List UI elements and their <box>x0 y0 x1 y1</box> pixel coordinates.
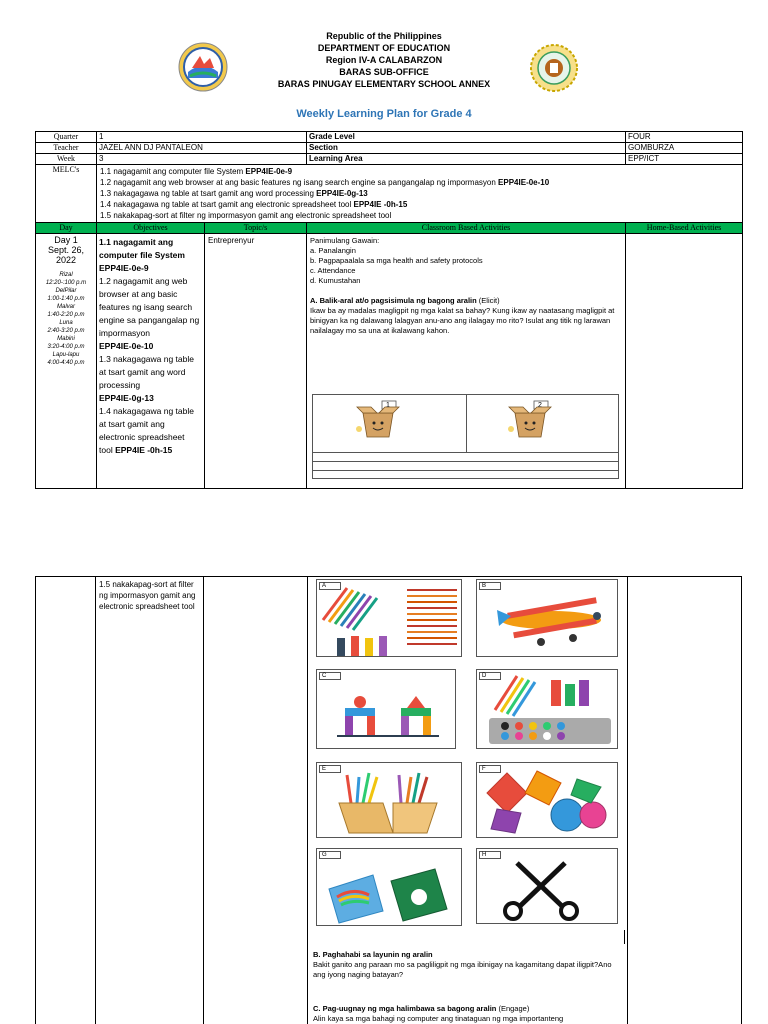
page2-col-line <box>627 576 628 1024</box>
teacher-label: Teacher <box>36 143 97 154</box>
intro-item: b. Pagpapaalala sa mga health and safety protocols <box>310 256 483 265</box>
picture-f <box>476 762 618 838</box>
header-line-5: BARAS PINUGAY ELEMENTARY SCHOOL ANNEX <box>277 79 491 89</box>
section-c <box>313 1004 625 1024</box>
week-label: Week <box>36 154 97 165</box>
day-label: Day 1 <box>54 235 78 245</box>
section-value: GOMBURZA <box>626 143 743 154</box>
schedule-item: 12:20-:100 p.m <box>45 280 87 286</box>
picture-g-tag: G <box>319 851 341 859</box>
col-home: Home-Based Activities <box>626 223 743 234</box>
plan-title: Weekly Learning Plan for Grade 4 <box>296 108 472 120</box>
melc-list <box>97 165 743 223</box>
intro-item: d. Kumustahan <box>310 276 361 285</box>
quarter-label: Quarter <box>36 132 97 143</box>
melc-item: 1.2 nagagamit ang web browser at ang basic features ng isang search engine sa pangangalap ng impormasyon EPP4IE-0e-10 <box>100 178 550 187</box>
weekly-plan-table <box>35 131 743 489</box>
schedule-item: 4:00-4:40 p.m <box>47 360 85 366</box>
col-objectives: Objectives <box>97 223 205 234</box>
objective-2: 1.2 nagagamit ang web browser at ang basic features ng isang search engine sa pangangalap ng impormasyon <box>99 276 200 338</box>
answer-divider <box>466 395 467 452</box>
picture-d <box>476 669 618 749</box>
intro-label: Panimulang Gawain: <box>310 236 380 245</box>
col-topics: Topic/s <box>205 223 307 234</box>
section-b <box>313 950 623 980</box>
objective-3-code: EPP4IE-0g-13 <box>99 393 154 403</box>
area-label: Learning Area <box>307 154 626 165</box>
picture-h-tag: H <box>479 851 501 859</box>
schedule-item: Lapu-lapu <box>52 352 80 358</box>
grade-value: FOUR <box>626 132 743 143</box>
quarter-value: 1 <box>97 132 307 143</box>
intro-item: c. Attendance <box>310 266 356 275</box>
teacher-value: JAZEL ANN DJ PANTALEON <box>97 143 307 154</box>
header-line-4: BARAS SUB-OFFICE <box>339 67 429 77</box>
picture-c <box>316 669 456 749</box>
header-line-3: Region IV-A CALABARZON <box>325 55 443 65</box>
picture-h <box>476 848 618 924</box>
objectives-cell <box>97 234 205 489</box>
box-1 <box>353 399 403 441</box>
activities-cell <box>307 234 626 489</box>
pictures-frame-right-line <box>624 930 625 944</box>
picture-f-tag: F <box>479 765 501 773</box>
topic-cell <box>205 234 307 489</box>
picture-e <box>316 762 462 838</box>
melc-item: 1.5 nakakapag-sort at filter ng impormasyon gamit ang electronic spreadsheet tool <box>100 211 392 220</box>
box-1-number: 1 <box>386 402 390 409</box>
answer-line <box>313 452 618 453</box>
header-line-2: DEPARTMENT OF EDUCATION <box>317 43 451 53</box>
schedule-item: Luna <box>59 320 73 326</box>
week-value: 3 <box>97 154 307 165</box>
day-date: Sept. 26, <box>47 245 85 255</box>
section-b-title: B. Paghahabi sa layunin ng aralin <box>313 950 433 959</box>
intro-item: a. Panalangin <box>310 246 356 255</box>
objective-4: 1.4 nakagagawa ng table at tsart gamit ang electronic spreadsheet <box>99 406 194 442</box>
sorting-boxes-table <box>312 394 619 479</box>
picture-g <box>316 848 462 926</box>
schedule-item: DelPilar <box>55 288 77 294</box>
picture-a-tag: A <box>319 582 341 590</box>
picture-b <box>476 579 618 657</box>
schedule-item: 3:20-4:00 p.m <box>47 344 85 350</box>
section-c-title: C. Pag-uugnay ng mga halimbawa sa bagong aralin (Engage) <box>313 1004 530 1013</box>
section-b-text: Bakit ganito ang paraan mo sa pagliligpit ng mga ibinigay na kagamitang dapat iligpit?Ano ang iyong naging batayan? <box>313 960 612 979</box>
activity-a-text: Ikaw ba ay madalas magligpit ng mga kalat sa bahay? Kung ikaw ay naatasang magligpit at binigyan ka ng dalawang lalagyan anu-ano ang ilalagay mo rito? Isulat ang titik ng larawan nailalagay mo sa una at ikalawang kahon. <box>310 306 615 335</box>
answer-line <box>313 470 618 471</box>
schedule-item: Mabini <box>57 336 75 342</box>
section-label: Section <box>307 143 626 154</box>
activity-a-title: A. Balik-aral at/o pagsisimula ng bagong aralin (Elicit) <box>310 296 500 305</box>
day-cell <box>36 234 97 489</box>
objective-4-tail: tool EPP4IE -0h-15 <box>99 445 173 455</box>
schedule-item: Malvar <box>56 304 75 310</box>
day-year: 2022 <box>55 255 77 265</box>
picture-d-tag: D <box>479 672 501 680</box>
page2-objective: 1.5 nakakapag-sort at filter ng impormasyon gamit ang electronic spreadsheet tool <box>99 580 196 611</box>
schedule-item: 1:40-2:20 p.m <box>47 312 85 318</box>
schedule-item: 2:40-3:20 p.m <box>47 328 85 334</box>
schedule-item: Rizal <box>59 272 73 278</box>
page2-col-line <box>203 576 204 1024</box>
box-2 <box>505 399 555 441</box>
topic-text: Entreprenyur <box>208 236 255 245</box>
box-2-number: 2 <box>538 402 542 409</box>
objective-3: 1.3 nakagagawa ng table at tsart gamit ang word processing <box>99 354 194 390</box>
melc-item: 1.3 nakagagawa ng table at tsart gamit ang word processing EPP4IE-0g-13 <box>100 189 368 198</box>
grade-label: Grade Level <box>307 132 626 143</box>
melc-item: 1.1 nagagamit ang computer file System EPP4IE-0e-9 <box>100 167 293 176</box>
page2-col-line <box>307 576 308 1024</box>
answer-line <box>313 461 618 462</box>
area-value: EPP/ICT <box>626 154 743 165</box>
picture-a <box>316 579 462 657</box>
picture-b-tag: B <box>479 582 501 590</box>
col-classroom: Classroom Based Activities <box>307 223 626 234</box>
header-line-1: Republic of the Philippines <box>326 31 442 41</box>
section-c-text: Alin kaya sa mga bahagi ng computer ang tinataguan ng mga importanteng <box>313 1014 564 1023</box>
document-header <box>0 30 768 90</box>
objective-2-code: EPP4IE-0e-10 <box>99 341 154 351</box>
melc-label: MELC's <box>36 165 97 223</box>
schedule-item: 1:00-1:40 p.m <box>47 296 85 302</box>
home-cell <box>626 234 743 489</box>
page2-col-line <box>95 576 96 1024</box>
objective-1: 1.1 nagagamit ang computer file System <box>99 237 185 260</box>
picture-c-tag: C <box>319 672 341 680</box>
col-day: Day <box>36 223 97 234</box>
melc-item: 1.4 nakagagawa ng table at tsart gamit ang electronic spreadsheet tool EPP4IE -0h-15 <box>100 200 408 209</box>
picture-e-tag: E <box>319 765 341 773</box>
objective-1-code: EPP4IE-0e-9 <box>99 263 149 273</box>
